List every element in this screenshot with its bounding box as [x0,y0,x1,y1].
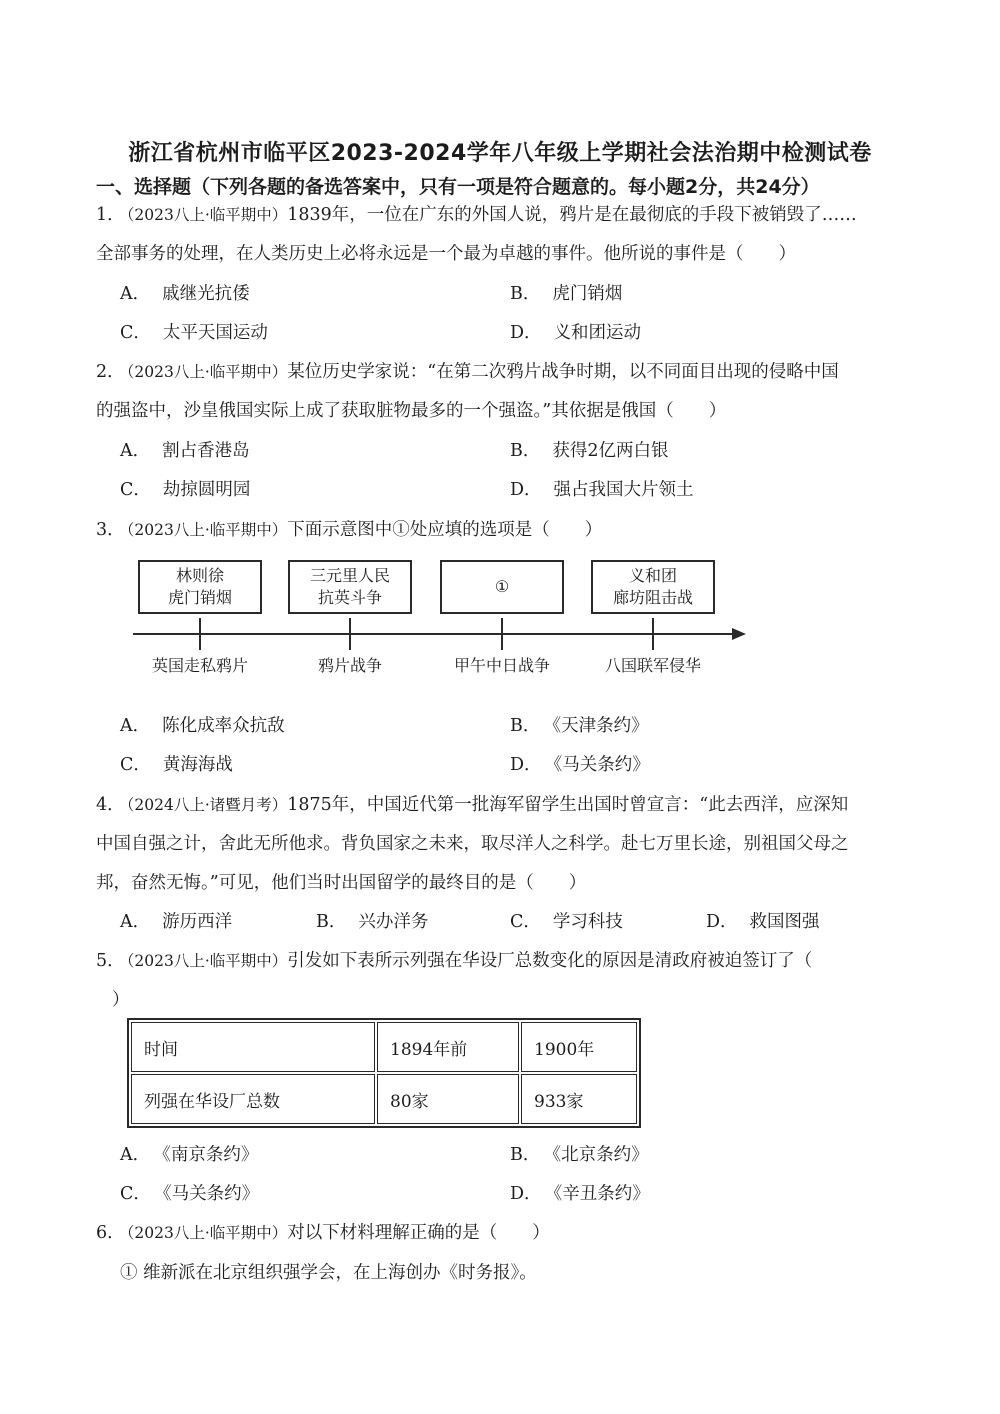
option-text: 太平天国运动 [162,323,268,343]
question-source: （2024八上·诸暨月考） [126,796,288,814]
table-cell: 时间 [131,1022,375,1072]
option-letter: B． [510,441,541,461]
option-letter: D． [510,323,542,343]
question-6-stem [96,1221,550,1245]
section-heading: 一、选择题（下列各题的备选答案中，只有一项是符合题意的。每小题2分，共24分） [96,176,820,198]
question-5-stem-line-2: ） [112,990,130,1010]
question-number: 5． [96,951,125,971]
timeline-box-3-blank [440,560,564,614]
timeline-arrow-icon [732,628,746,640]
option-letter: B． [510,716,541,736]
option-letter: D． [510,755,542,775]
question-5-stem [96,949,812,973]
timeline-box-text: 虎门销烟 [167,588,232,607]
q4-option-d[interactable] [706,910,820,934]
option-letter: D． [510,480,542,500]
option-letter: C． [510,912,541,932]
q4-option-c[interactable] [510,910,623,934]
q3-option-d[interactable] [510,753,650,777]
q5-option-d[interactable] [510,1182,650,1206]
timeline-tick [199,618,201,650]
q3-option-a[interactable] [120,714,285,738]
option-letter: A． [120,441,151,461]
timeline-tick [652,618,654,650]
option-letter: A． [120,1145,151,1165]
q4-option-b[interactable] [316,910,428,934]
question-text: 引发如下表所示列强在华设厂总数变化的原因是清政府被迫签订了（ [287,951,813,971]
q5-option-c[interactable] [120,1182,259,1206]
question-number: 2． [96,362,125,382]
option-text: 黄海海战 [162,755,233,775]
option-letter: C． [120,480,151,500]
question-source: （2023八上·临平期中） [126,206,288,224]
option-letter: C． [120,1184,151,1204]
option-text: 强占我国大片领土 [553,480,694,500]
timeline-box-text: 义和团 [628,566,677,585]
option-text: 游历西洋 [162,912,233,932]
option-text: 戚继光抗倭 [162,284,250,304]
q5-option-a[interactable] [120,1143,258,1167]
option-letter: B． [316,912,347,932]
q2-option-d[interactable] [510,478,694,502]
option-text: 虎门销烟 [552,284,623,304]
table-cell: 80家 [377,1074,519,1124]
option-letter: B． [510,284,541,304]
timeline-label: 甲午中日战争 [453,656,551,675]
q4-option-a[interactable] [120,910,232,934]
table-cell: 933家 [521,1074,637,1124]
question-text: 对以下材料理解正确的是（ ） [287,1223,550,1243]
timeline-label: 鸦片战争 [317,656,383,675]
option-letter: A． [120,284,151,304]
question-text: 下面示意图中①处应填的选项是（ ） [287,520,603,540]
question-text: 某位历史学家说：“在第二次鸦片战争时期，以不同面目出现的侵略中国 [287,362,839,382]
question-number: 3． [96,520,125,540]
option-text: 《北京条约》 [552,1145,649,1165]
question-2-stem-line-2: 的强盗中，沙皇俄国实际上成了获取脏物最多的一个强盗。”其依据是俄国（ ） [96,401,727,421]
option-text: 《马关条约》 [162,1184,260,1204]
option-letter: D． [706,912,738,932]
page-title: 浙江省杭州市临平区2023-2024学年八年级上学期社会法治期中检测试卷 [128,141,872,166]
question-2-stem [96,360,839,384]
question-number: 1． [96,205,125,225]
option-text: 义和团运动 [553,323,642,343]
question-4-stem [96,793,848,817]
question-source: （2023八上·临平期中） [126,952,288,970]
option-text: 学习科技 [552,912,623,932]
option-letter: A． [120,912,151,932]
question-1-stem-line-2: 全部事务的处理，在人类历史上必将永远是一个最为卓越的事件。他所说的事件是（ ） [96,244,796,264]
q1-option-b[interactable] [510,282,622,306]
q2-option-a[interactable] [120,439,250,463]
question-number: 6． [96,1223,125,1243]
option-letter: C． [120,323,151,343]
timeline-box-text: 抗英斗争 [317,588,382,607]
q2-option-b[interactable] [510,439,669,463]
question-text: 1839年，一位在广东的外国人说，鸦片是在最彻底的手段下被销毁了…… [287,205,857,225]
q3-option-b[interactable] [510,714,649,738]
option-text: 获得2亿两白银 [552,441,669,461]
option-text: 《马关条约》 [553,755,650,775]
option-text: 劫掠圆明园 [162,480,251,500]
timeline-tick [501,618,503,650]
timeline-box-text: 林则徐 [175,566,224,585]
question-number: 4． [96,795,125,815]
question-source: （2023八上·临平期中） [126,1224,288,1242]
option-text: 《辛丑条约》 [553,1184,650,1204]
timeline-box-4 [591,560,715,614]
q3-option-c[interactable] [120,753,233,777]
q1-option-c[interactable] [120,321,268,345]
q5-option-b[interactable] [510,1143,649,1167]
option-text: 割占香港岛 [162,441,250,461]
question-text: 1875年，中国近代第一批海军留学生出国时曾宣言：“此去西洋，应深知 [287,795,849,815]
question-source: （2023八上·临平期中） [126,363,288,381]
option-text: 救国图强 [749,912,820,932]
timeline-tick [349,618,351,650]
factory-count-table [127,1018,641,1128]
question-4-stem-line-3: 邦，奋然无悔。”可见，他们当时出国留学的最终目的是（ ） [96,873,587,893]
timeline-box-text: 廊坊阻击战 [612,588,693,607]
question-3-stem [96,518,602,542]
question-6-material-1: ① 维新派在北京组织强学会，在上海创办《时务报》。 [120,1263,537,1283]
timeline-label: 英国走私鸦片 [151,656,249,675]
option-letter: B． [510,1145,541,1165]
timeline-box-text: ① [494,577,510,596]
table-cell: 列强在华设厂总数 [131,1074,375,1124]
option-text: 《南京条约》 [162,1145,259,1165]
table-cell: 1894年前 [377,1022,519,1072]
option-letter: C． [120,755,151,775]
question-source: （2023八上·临平期中） [126,521,288,539]
timeline-box-2 [288,560,412,614]
q2-option-c[interactable] [120,478,250,502]
q1-option-d[interactable] [510,321,641,345]
question-4-stem-line-2: 中国自强之计，舍此无所他求。背负国家之未来，取尽洋人之科学。赴七万里长途，别祖国父母之 [96,834,849,854]
timeline-axis [133,633,736,635]
option-text: 《天津条约》 [552,716,649,736]
question-1-stem [96,203,857,227]
table-row [131,1074,637,1124]
timeline-box-1 [138,560,262,614]
option-letter: A． [120,716,151,736]
option-text: 陈化成率众抗敌 [162,716,285,736]
q1-option-a[interactable] [120,282,250,306]
timeline-box-text: 三元里人民 [309,566,390,585]
table-cell: 1900年 [521,1022,637,1072]
table-row [131,1022,637,1072]
timeline-label: 八国联军侵华 [604,656,702,675]
option-letter: D． [510,1184,542,1204]
option-text: 兴办洋务 [358,912,429,932]
